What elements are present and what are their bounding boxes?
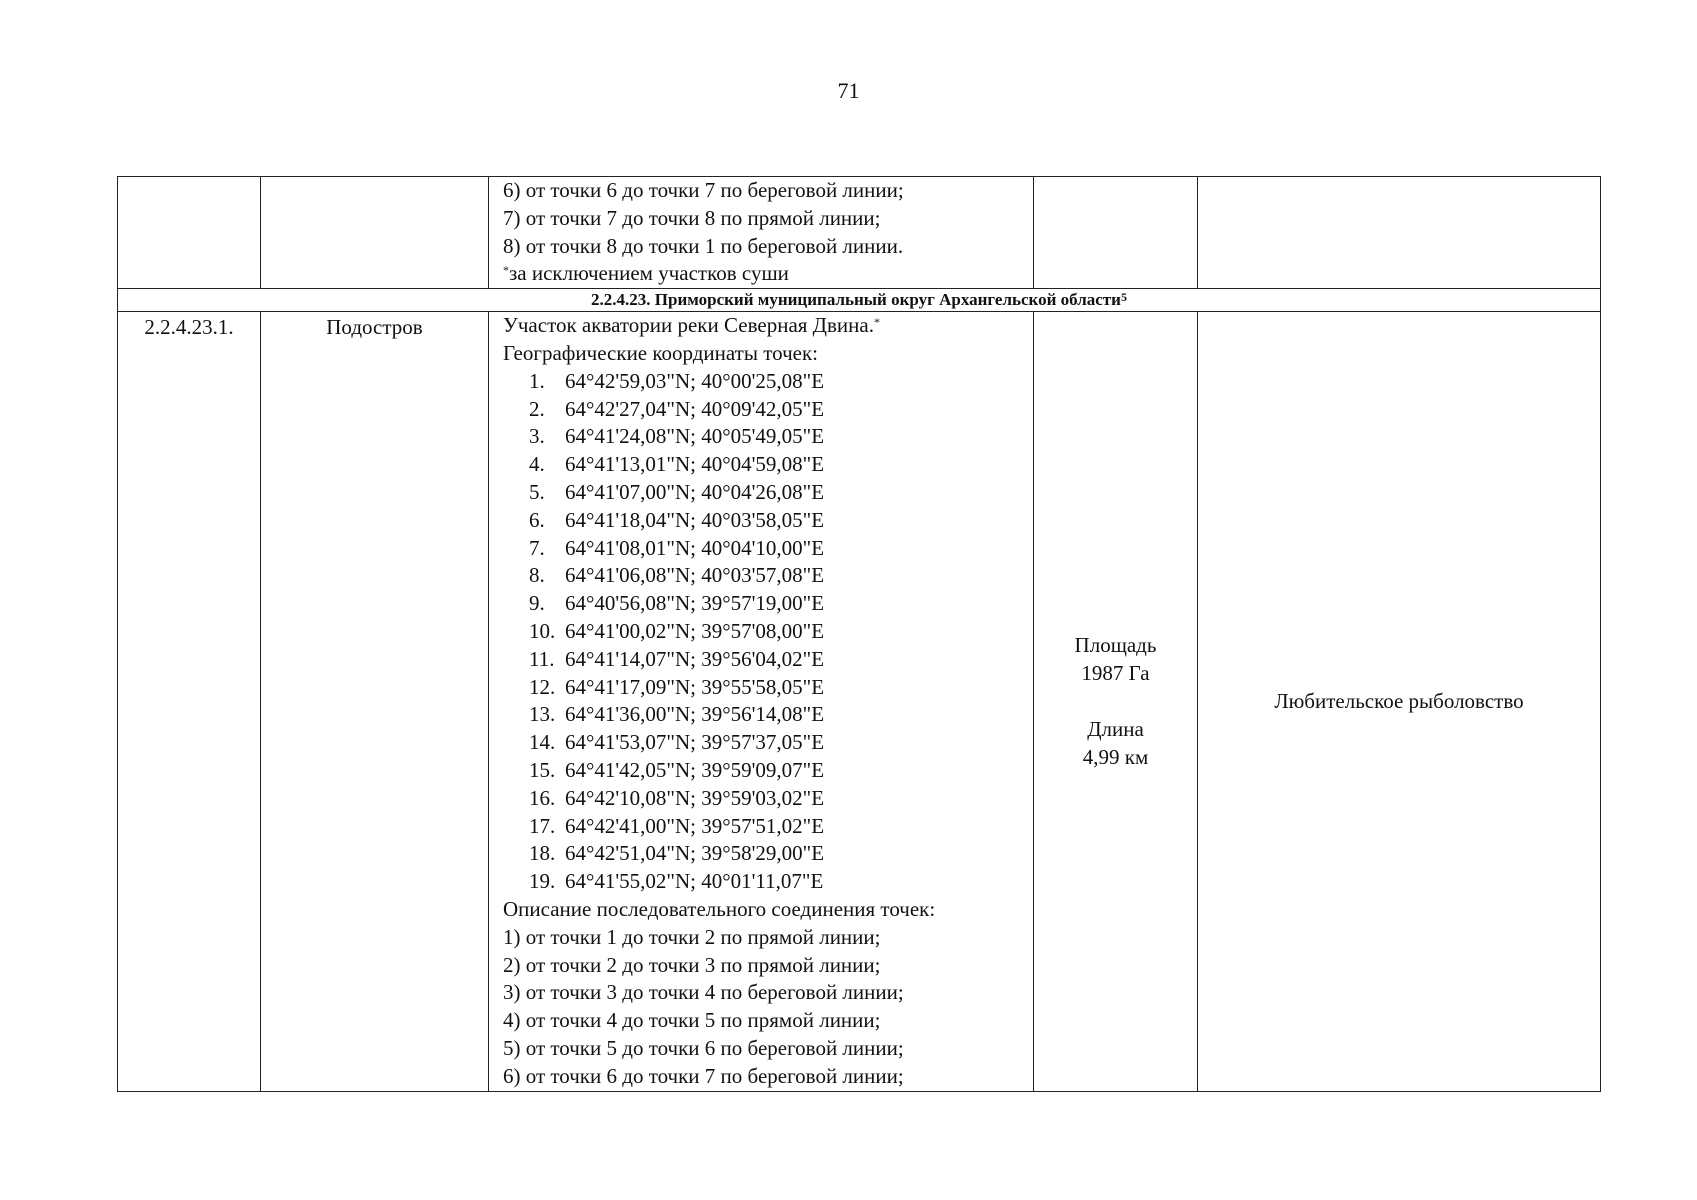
coord-number: 8. [529, 563, 545, 588]
connection-line: 6) от точки 6 до точки 7 по береговой линии; [503, 1063, 904, 1088]
row-parameters [1034, 312, 1198, 1091]
coord-number: 17. [529, 813, 556, 838]
coord-number: 5. [529, 479, 545, 504]
params-block [1034, 631, 1197, 771]
coords-heading: Географические координаты точек: [503, 340, 818, 365]
coord-value: 64°41'07,00"N; 40°04'26,08"E [565, 479, 825, 504]
coord-value: 64°41'13,01"N; 40°04'59,08"E [565, 452, 825, 477]
coord-value: 64°41'18,04"N; 40°03'58,05"E [565, 507, 825, 532]
area-title-text: Участок акватории реки Северная Двина. [503, 313, 874, 338]
coord-value: 64°41'24,08"N; 40°05'49,05"E [565, 424, 825, 449]
params-spacer [1034, 687, 1197, 715]
coord-number: 6. [529, 507, 545, 532]
coord-number: 3. [529, 424, 545, 449]
coord-item [503, 840, 1033, 868]
coord-item [503, 562, 1033, 590]
connection-line: 5) от точки 5 до точки 6 по береговой линии; [503, 1035, 904, 1060]
coord-value: 64°42'10,08"N; 39°59'03,02"E [565, 785, 825, 810]
coord-value: 64°40'56,08"N; 39°57'19,00"E [565, 591, 825, 616]
length-value: 4,99 км [1082, 745, 1149, 770]
area-value: 1987 Га [1081, 661, 1150, 686]
coord-value: 64°41'36,00"N; 39°56'14,08"E [565, 702, 825, 727]
coord-item [503, 590, 1033, 618]
note-marker: * [503, 263, 509, 278]
connection-line: 1) от точки 1 до точки 2 по прямой линии; [503, 924, 881, 949]
coord-value: 64°41'00,02"N; 39°57'08,00"E [565, 618, 825, 643]
coord-item [503, 396, 1033, 424]
section-footnote: 5 [1120, 290, 1127, 305]
continuation-name-cell [261, 177, 489, 289]
coord-number: 10. [529, 618, 556, 643]
coord-number: 7. [529, 535, 545, 560]
area-title [503, 312, 1033, 340]
coord-item [503, 535, 1033, 563]
coord-number: 2. [529, 396, 545, 421]
note-text: за исключением участков суши [509, 261, 789, 286]
coord-number: 11. [529, 646, 555, 671]
coord-number: 19. [529, 869, 556, 894]
coord-value: 64°42'41,00"N; 39°57'51,02"E [565, 813, 825, 838]
connection-line: 2) от точки 2 до точки 3 по прямой линии; [503, 952, 881, 977]
coord-value: 64°41'55,02"N; 40°01'11,07"E [565, 869, 824, 894]
coord-item [503, 785, 1033, 813]
coord-item [503, 674, 1033, 702]
row-code: 2.2.4.23.1. [118, 312, 261, 1091]
coord-value: 64°42'59,03"N; 40°00'25,08"E [565, 368, 825, 393]
coord-item [503, 646, 1033, 674]
coord-item [503, 423, 1033, 451]
regulations-table [117, 176, 1601, 1092]
table-row [118, 312, 1601, 1091]
coord-item [503, 507, 1033, 535]
coord-item [503, 868, 1033, 896]
connection-line: 3) от точки 3 до точки 4 по береговой линии; [503, 980, 904, 1005]
coord-item [503, 729, 1033, 757]
connection-heading: Описание последовательного соединения точек: [503, 896, 936, 921]
row-usage: Любительское рыболовство [1198, 312, 1601, 1091]
coord-number: 13. [529, 702, 556, 727]
coord-item [503, 813, 1033, 841]
length-label: Длина [1087, 717, 1144, 742]
coord-item [503, 701, 1033, 729]
row-name: Подостров [261, 312, 489, 1091]
coord-value: 64°41'06,08"N; 40°03'57,08"E [565, 563, 825, 588]
continuation-row [118, 177, 1601, 289]
continuation-description-cell [489, 177, 1034, 289]
page-number: 71 [837, 78, 860, 103]
coord-value: 64°41'53,07"N; 39°57'37,05"E [565, 730, 825, 755]
coord-number: 1. [529, 368, 545, 393]
continuation-code-cell [118, 177, 261, 289]
coord-value: 64°42'51,04"N; 39°58'29,00"E [565, 841, 825, 866]
area-title-marker: * [873, 315, 880, 330]
coord-value: 64°41'08,01"N; 40°04'10,00"E [565, 535, 825, 560]
coord-number: 16. [529, 785, 556, 810]
continuation-line: 7) от точки 7 до точки 8 по прямой линии; [503, 205, 881, 230]
coord-item [503, 451, 1033, 479]
continuation-line: 8) от точки 8 до точки 1 по береговой линии. [503, 233, 904, 258]
coord-item [503, 368, 1033, 396]
coord-value: 64°41'17,09"N; 39°55'58,05"E [565, 674, 825, 699]
section-title [118, 289, 1601, 312]
coord-number: 9. [529, 591, 545, 616]
coord-item [503, 757, 1033, 785]
coord-number: 14. [529, 730, 556, 755]
coord-value: 64°42'27,04"N; 40°09'42,05"E [565, 396, 825, 421]
section-header-row [118, 289, 1601, 312]
continuation-params-cell [1034, 177, 1198, 289]
section-title-text: 2.2.4.23. Приморский муниципальный округ Архангельской области [591, 290, 1121, 310]
area-label: Площадь [1074, 633, 1157, 658]
connection-line: 4) от точки 4 до точки 5 по прямой линии; [503, 1008, 881, 1033]
row-description [489, 312, 1034, 1091]
coord-number: 18. [529, 841, 556, 866]
continuation-line: 6) от точки 6 до точки 7 по береговой линии; [503, 178, 904, 202]
continuation-usage-cell [1198, 177, 1601, 289]
coord-value: 64°41'14,07"N; 39°56'04,02"E [565, 646, 825, 671]
continuation-note [503, 260, 1033, 288]
coord-value: 64°41'42,05"N; 39°59'09,07"E [565, 757, 825, 782]
coord-number: 4. [529, 452, 545, 477]
coord-item [503, 618, 1033, 646]
coord-item [503, 479, 1033, 507]
coord-number: 12. [529, 674, 556, 699]
coord-number: 15. [529, 757, 556, 782]
